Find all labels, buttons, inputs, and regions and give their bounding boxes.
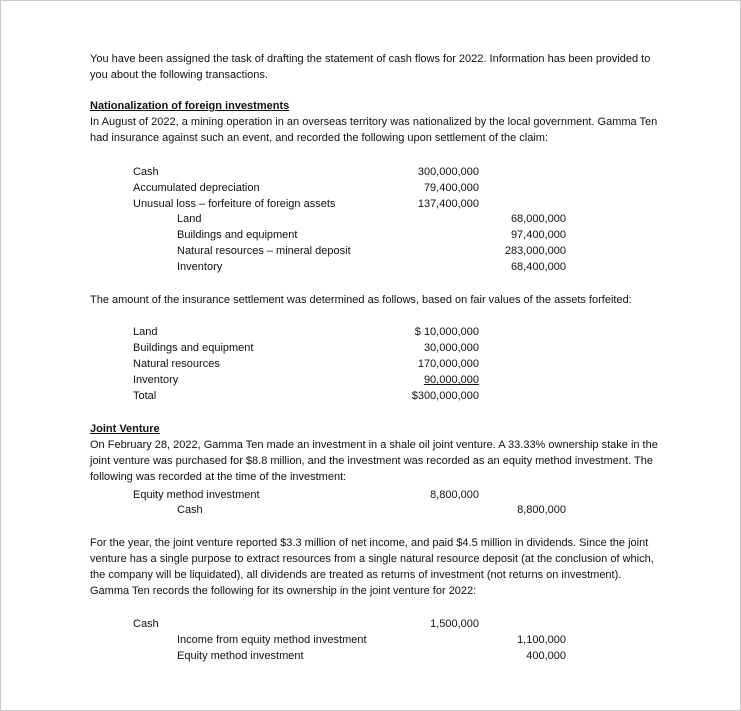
entry-credit: 68,000,000	[510, 213, 566, 225]
entry-debit: 1,500,000	[430, 618, 479, 630]
entry-account: Cash	[133, 166, 159, 178]
intro-paragraph: You have been assigned the task of drafting the statement of cash flows for 2022. Information has been provided to you about the following transactions.	[90, 53, 651, 81]
entry-account: Equity method investment	[133, 489, 260, 501]
settlement-paragraph: The amount of the insurance settlement was determined as follows, based on fair values of the assets forfeited:	[90, 294, 632, 306]
entry-account: Cash	[177, 504, 203, 516]
nationalization-heading: Nationalization of foreign investments	[90, 100, 290, 112]
settlement-item: Natural resources	[133, 358, 220, 370]
entry-credit: 283,000,000	[504, 245, 566, 257]
settlement-amount: 30,000,000	[423, 342, 479, 354]
entry-account: Cash	[133, 618, 159, 630]
entry-debit: 79,400,000	[423, 182, 479, 194]
entry-credit: 68,400,000	[510, 261, 566, 273]
entry-account: Accumulated depreciation	[133, 182, 260, 194]
settlement-amount: 170,000,000	[417, 358, 479, 370]
entry-account: Equity method investment	[177, 650, 304, 662]
settlement-amount: 90,000,000	[423, 374, 479, 386]
entry-credit: 97,400,000	[510, 229, 566, 241]
entry-credit: 1,100,000	[517, 634, 566, 646]
settlement-amount-wrap	[381, 373, 479, 387]
joint-venture-paragraph-2: For the year, the joint venture reported $3.3 million of net income, and paid $4.5 million in dividends. Since the joint venture has a single purpose to extract resources from a single natural resource deposit (at the conclusion of which, the company will be liquidated), all dividends are treated as returns of investment (not returns on investment). Gamma Ten records the following for its ownership in the joint venture for 2022:	[90, 537, 654, 597]
entry-account: Natural resources – mineral deposit	[177, 245, 351, 257]
settlement-item: Land	[133, 326, 158, 338]
settlement-total: $300,000,000	[411, 390, 479, 402]
entry-debit: 137,400,000	[417, 198, 479, 210]
entry-account: Income from equity method investment	[177, 634, 367, 646]
entry-debit: 300,000,000	[417, 166, 479, 178]
settlement-amount: $ 10,000,000	[414, 326, 479, 338]
entry-credit: 400,000	[526, 650, 566, 662]
entry-account: Unusual loss – forfeiture of foreign assets	[133, 198, 336, 210]
entry-account: Buildings and equipment	[177, 229, 298, 241]
settlement-item: Buildings and equipment	[133, 342, 254, 354]
entry-account: Inventory	[177, 261, 223, 273]
nationalization-paragraph: In August of 2022, a mining operation in an overseas territory was nationalized by the local government. Gamma Ten had insurance against such an event, and recorded the following upon settlement of the claim:	[90, 116, 658, 144]
settlement-item: Total	[133, 390, 157, 402]
joint-venture-heading: Joint Venture	[90, 423, 160, 435]
settlement-item: Inventory	[133, 374, 179, 386]
entry-account: Land	[177, 213, 202, 225]
entry-credit: 8,800,000	[517, 504, 566, 516]
joint-venture-paragraph: On February 28, 2022, Gamma Ten made an investment in a shale oil joint venture. A 33.33% ownership stake in the joint venture was purchased for $8.8 million, and the investment was recorded as an equity method investment. The following was recorded at the time of the investment:	[90, 439, 658, 483]
entry-debit: 8,800,000	[430, 489, 479, 501]
